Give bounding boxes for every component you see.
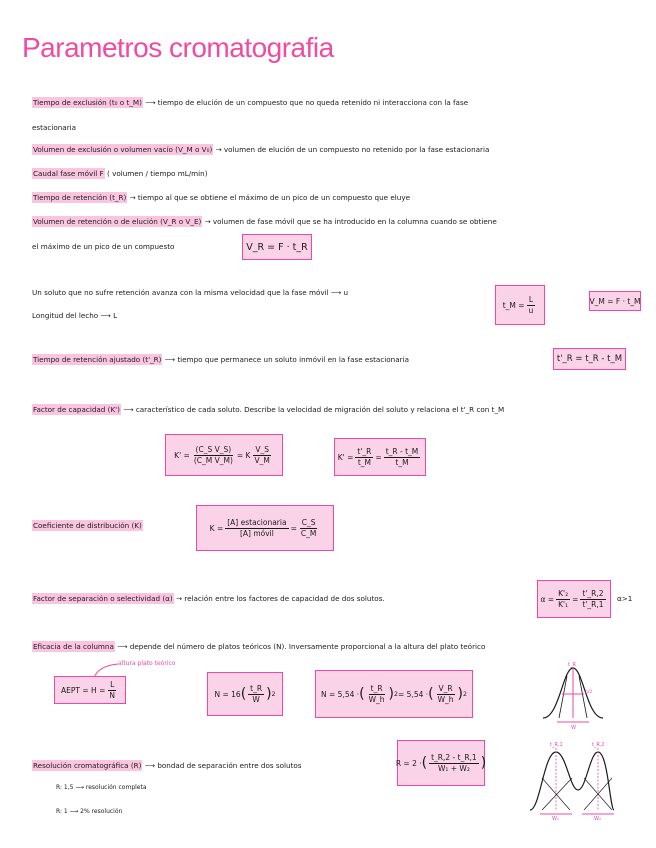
peak-w-label: W <box>571 725 576 730</box>
numerator: t_R <box>370 683 383 693</box>
resolucion-completa: R: 1,5 ⟶ resolución completa <box>56 784 147 791</box>
numerator: t_R - t_M <box>385 446 419 456</box>
term-tiempo-retencion: Tiempo de retención (t_R) <box>33 193 127 202</box>
fraction <box>367 684 387 705</box>
fraction <box>429 753 479 774</box>
formula-tr-ajustado: t'_R = t_R - t_M <box>553 348 626 370</box>
alpha-condition: α>1 <box>617 594 633 603</box>
fraction <box>527 295 536 316</box>
formula-tm <box>495 285 545 325</box>
numerator: K'₂ <box>558 588 569 598</box>
denominator: W <box>252 694 260 704</box>
formula-lhs: R = 2 · <box>395 758 422 768</box>
def-text: ⟶ depende del número de platos teóricos (N). Inversamente proporcional a la altura del plato teórico <box>117 642 486 651</box>
denominator: [A] móvil <box>239 528 274 538</box>
formula-lhs: N = 16 <box>214 689 241 699</box>
denominator: t_M <box>357 457 371 467</box>
def-tiempo-retencion <box>32 192 410 203</box>
annotation-altura-plato: altura plato teórico <box>118 660 176 667</box>
numerator: [A] estacionaria <box>227 517 287 527</box>
formula-k-distribucion <box>196 505 334 551</box>
def-text: → volumen de fase móvil que se ha introducido en la columna cuando se obtiene <box>204 217 497 226</box>
numerator: L <box>528 294 533 304</box>
numerator: C_S <box>301 517 316 527</box>
def-continuation: el máximo de un pico de un compuesto <box>32 242 175 251</box>
denominator: t'_R,1 <box>582 599 604 609</box>
fraction <box>248 684 264 705</box>
def-factor-separacion <box>32 593 385 604</box>
formula-lhs: K' = <box>174 450 190 460</box>
numerator: t'_R,2 <box>582 588 604 598</box>
numerator: t_R <box>250 683 263 693</box>
def-continuation: estacionaria <box>32 123 77 132</box>
denominator: C_M <box>300 528 317 538</box>
fraction <box>107 680 117 701</box>
formula-eq: = <box>375 452 382 462</box>
formula-lhs: t_M = <box>502 300 525 310</box>
term-tiempo-exclusion: Tiempo de exclusión (t₀ o t_M) <box>33 98 142 107</box>
formula-eq: = <box>572 594 579 604</box>
term-volumen-exclusion: Volumen de exclusión o volumen vacío (V_M o V₀) <box>33 145 213 154</box>
denominator: N <box>109 690 115 700</box>
def-text: → relación entre los factores de capacidad de dos solutos. <box>175 594 385 603</box>
term-caudal: Caudal fase móvil F <box>33 169 104 178</box>
fraction <box>556 589 570 610</box>
formula-k-prime-2 <box>334 438 426 476</box>
denominator: u <box>528 305 534 315</box>
two-peaks-tr1-label: t_R,1 <box>550 742 563 748</box>
denominator: W₁ + W₂ <box>437 763 470 773</box>
term-tiempo-retencion-ajustado: Tiempo de retención ajustado (t'_R) <box>33 355 162 364</box>
numerator: V_R <box>438 683 453 693</box>
def-coeficiente-distribucion <box>32 520 143 531</box>
resolucion-parcial: R: 1 ⟶ 2% resolución <box>56 808 123 815</box>
def-eficacia-columna <box>32 641 485 652</box>
def-tiempo-exclusion <box>32 97 468 108</box>
def-text: → tiempo al que se obtiene el máximo de un pico de un compuesto que eluye <box>129 193 411 202</box>
term-factor-capacidad: Factor de capacidad (K') <box>33 405 120 414</box>
two-peaks-tr2-label: t_R,2 <box>592 742 605 748</box>
numerator: V_S <box>255 444 269 454</box>
exponent: 2 <box>394 690 398 698</box>
formula-vr: V_R = F · t_R <box>242 234 312 260</box>
def-longitud-lecho: Longitud del lecho ⟶ L <box>32 311 118 320</box>
term-eficacia-columna: Eficacia de la columna <box>33 642 114 651</box>
term-factor-separacion: Factor de separación o selectividad (α) <box>33 594 173 603</box>
def-text: ( volumen / tiempo mL/min) <box>106 169 208 178</box>
exponent: 2 <box>463 690 467 698</box>
term-coeficiente-distribucion: Coeficiente de distribución (K) <box>33 521 142 530</box>
def-text: → volumen de elución de un compuesto no retenido por la fase estacionaria <box>215 145 490 154</box>
exponent: 2 <box>271 690 276 698</box>
formula-lhs: AEPT = H = <box>61 685 106 695</box>
def-text: ⟶ tiempo de elución de un compuesto que no queda retenido ni interacciona con la fase <box>145 98 469 107</box>
peak-tr-label: t_R <box>568 662 576 668</box>
def-volumen-retencion <box>32 216 497 227</box>
denominator: W_h <box>368 694 385 704</box>
formula-aept <box>54 676 126 704</box>
formula-lhs: K' = <box>337 452 354 462</box>
fraction <box>436 684 456 705</box>
peak-h-label: h/2 <box>585 690 593 695</box>
formula-mid: = 5,54 · <box>398 689 429 699</box>
formula-lhs: N = 5,54 · <box>321 689 360 699</box>
formula-n-2: N = 5,54 · ( $\frac{t\_R}{W\_h}$ ) 2 = 5,54 · ( $\frac{V\_R}{W\_h}$ ) 2 <box>315 670 473 718</box>
fraction <box>192 445 235 466</box>
formula-lhs: α = <box>540 594 555 604</box>
def-soluto-no-retenido: Un soluto que no sufre retención avanza con la misma velocidad que la fase móvil ⟶ u <box>32 288 349 297</box>
denominator: W_h <box>437 694 454 704</box>
def-tiempo-retencion-ajustado <box>32 354 409 365</box>
two-peaks-w1-label: W₁ <box>552 816 559 820</box>
fraction <box>225 518 288 539</box>
def-text: ⟶ tiempo que permanece un soluto inmóvil en la fase estacionaria <box>164 355 409 364</box>
numerator: L <box>110 679 115 689</box>
formula-k-prime-1 <box>165 434 283 476</box>
def-text: ⟶ bondad de separación entre dos solutos <box>144 761 302 770</box>
fraction <box>355 447 373 468</box>
fraction <box>299 518 318 539</box>
fraction <box>384 447 421 468</box>
formula-mid: = K <box>236 450 251 460</box>
term-resolucion: Resolución cromatográfica (R) <box>33 761 142 770</box>
numerator: (C_S V_S) <box>195 444 232 454</box>
formula-vm: V_M = F · t_M <box>589 291 641 311</box>
denominator: K'₁ <box>558 599 569 609</box>
formula-resolucion: R = 2 · ( $\frac{t\_R,2 - t\_R,1}{\text{W₁ + W₂}}$ ) <box>397 740 485 786</box>
def-resolucion <box>32 760 302 771</box>
formula-n-1: N = 16 ( $\frac{t\_R}{W}$ ) 2 <box>207 672 283 716</box>
denominator: (C_M V_M) <box>193 455 233 465</box>
two-peaks-w2-label: W₂ <box>594 816 601 820</box>
numerator: t'_R <box>357 446 372 456</box>
single-peak-diagram <box>541 660 605 730</box>
def-text: ⟶ característico de cada soluto. Describe la velocidad de migración del soluto y relaciona el t'_R con t_M <box>123 405 505 414</box>
denominator: V_M <box>254 455 270 465</box>
def-factor-capacidad <box>32 404 504 415</box>
def-caudal <box>32 168 208 179</box>
fraction <box>580 589 605 610</box>
term-volumen-retencion: Volumen de retención o de elución (V_R o V_E) <box>33 217 202 226</box>
numerator: t_R,2 - t_R,1 <box>431 752 477 762</box>
denominator: t_M <box>395 457 409 467</box>
def-volumen-exclusion <box>32 144 489 155</box>
fraction <box>252 445 271 466</box>
formula-alpha <box>537 580 611 618</box>
formula-eq: = <box>290 523 297 533</box>
page-title: Parametros cromatografia <box>22 32 334 63</box>
formula-lhs: K = <box>209 523 224 533</box>
two-peaks-diagram <box>528 738 616 820</box>
